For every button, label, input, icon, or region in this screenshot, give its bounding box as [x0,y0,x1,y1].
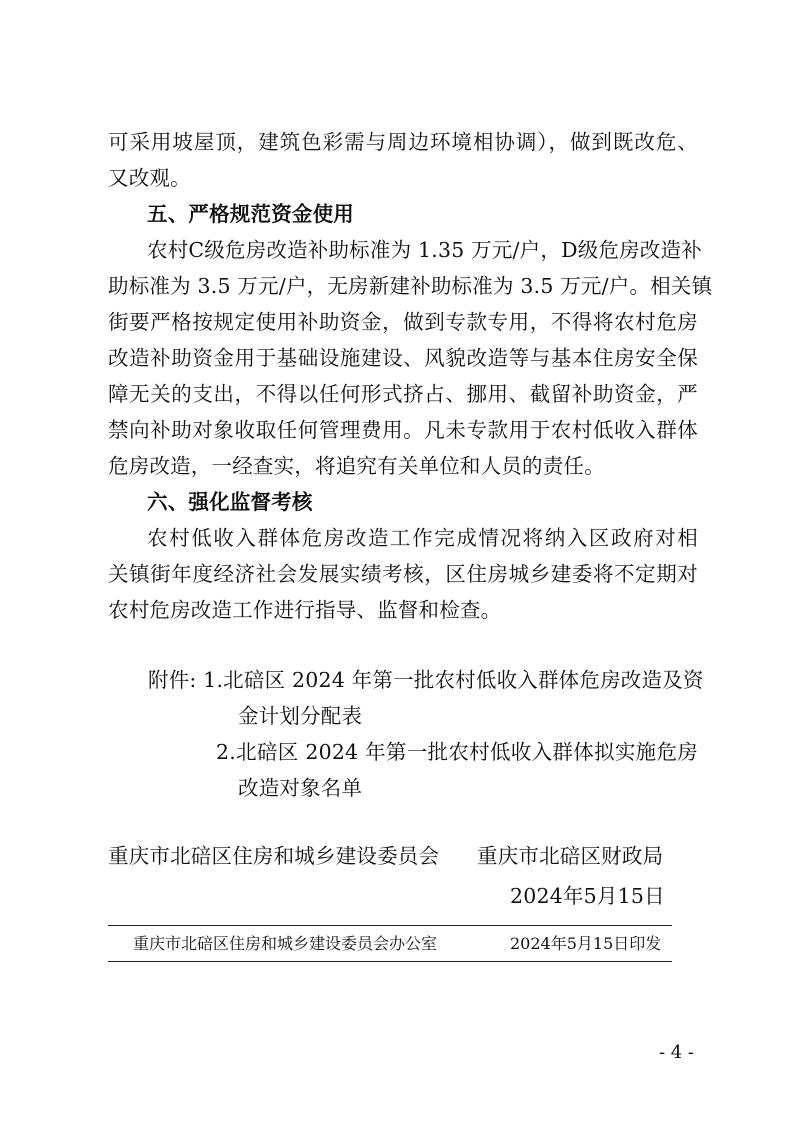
paragraph-line: 农村C级危房改造补助标准为 1.35 万元/户，D级危房改造补 [147,238,702,262]
paragraph-line: 改造补助资金用于基础设施建设、风貌改造等与基本住房安全保 [108,346,698,370]
paragraph-line: 助标准为 3.5 万元/户，无房新建补助标准为 3.5 万元/户。相关镇 [108,274,713,298]
paragraph-line: 禁向补助对象收取任何管理费用。凡未专款用于农村低收入群体 [108,418,698,442]
paragraph-line: 危房改造，一经查实，将追究有关单位和人员的责任。 [108,454,605,478]
footer-issuer: 重庆市北碚区住房和城乡建设委员会办公室 [133,934,438,953]
attachment-1: 附件: 1.北碚区 2024 年第一批农村低收入群体危房改造及资 [148,668,704,692]
section-heading-6: 六、强化监督考核 [147,490,313,514]
page-number: - 4 - [658,1042,694,1063]
paragraph-line: 农村低收入群体危房改造工作完成情况将纳入区政府对相 [147,526,698,550]
attachment-2: 2.北碚区 2024 年第一批农村低收入群体拟实施危房 [216,740,698,764]
footer-bottom-rule [108,961,672,962]
paragraph-line: 障无关的支出，不得以任何形式挤占、挪用、截留补助资金，严 [108,382,698,406]
signature-org-2: 重庆市北碚区财政局 [477,844,664,868]
signature-date: 2024年5月15日 [510,884,665,908]
paragraph-line: 农村危房改造工作进行指导、监督和检查。 [108,598,502,622]
body-line: 又改观。 [108,166,191,190]
body-line: 可采用坡屋顶，建筑色彩需与周边环境相协调），做到既改危、 [108,130,698,154]
footer-top-rule [108,925,672,926]
footer-issue-date: 2024年5月15日印发 [510,934,662,953]
attachment-1-cont: 金计划分配表 [238,704,363,728]
paragraph-line: 街要严格按规定使用补助资金，做到专款专用，不得将农村危房 [108,310,698,334]
attachment-2-cont: 改造对象名单 [238,776,363,800]
signature-org-1: 重庆市北碚区住房和城乡建设委员会 [108,844,440,868]
paragraph-line: 关镇街年度经济社会发展实绩考核，区住房城乡建委将不定期对 [108,562,698,586]
section-heading-5: 五、严格规范资金使用 [147,202,354,226]
